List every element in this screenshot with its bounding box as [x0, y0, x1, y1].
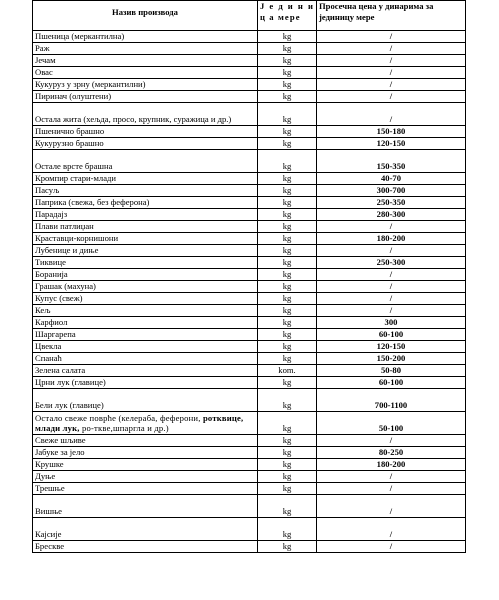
price-cell: /	[317, 471, 466, 483]
price-cell: /	[317, 435, 466, 447]
unit-cell: kg	[258, 103, 317, 126]
table-row	[33, 245, 466, 257]
header-product-name: Назив производа	[33, 1, 258, 31]
table-row	[33, 305, 466, 317]
unit-cell: kg	[258, 389, 317, 412]
product-name: Дуње	[33, 471, 258, 483]
table-row	[33, 293, 466, 305]
product-name: Краставци-корнишони	[33, 233, 258, 245]
product-name: Трешње	[33, 483, 258, 495]
product-name	[33, 412, 258, 435]
table-row	[33, 233, 466, 245]
price-cell: 150-180	[317, 126, 466, 138]
product-name: Парадајз	[33, 209, 258, 221]
unit-cell: kg	[258, 91, 317, 103]
product-name: Кукурузно брашно	[33, 138, 258, 150]
table-row	[33, 103, 466, 126]
unit-cell: kg	[258, 435, 317, 447]
unit-cell: kg	[258, 495, 317, 518]
unit-cell: kg	[258, 305, 317, 317]
table-row	[33, 317, 466, 329]
product-name: Паприка (свежа, без феферона)	[33, 197, 258, 209]
unit-cell: kg	[258, 126, 317, 138]
table-row	[33, 541, 466, 553]
product-name: Кромпир стари-млади	[33, 173, 258, 185]
unit-cell: kg	[258, 269, 317, 281]
table-row	[33, 435, 466, 447]
price-cell: /	[317, 55, 466, 67]
product-name: Кељ	[33, 305, 258, 317]
price-cell: 120-150	[317, 341, 466, 353]
table-row	[33, 447, 466, 459]
product-name: Свеже шљиве	[33, 435, 258, 447]
table-row	[33, 31, 466, 43]
price-cell: /	[317, 67, 466, 79]
unit-cell: kg	[258, 245, 317, 257]
unit-cell: kg	[258, 55, 317, 67]
product-name: Грашак (махуна)	[33, 281, 258, 293]
unit-cell: kg	[258, 150, 317, 173]
table-row	[33, 495, 466, 518]
product-name-part: Остало свеже поврће (келераба, феферони,	[35, 412, 201, 423]
price-table	[32, 0, 466, 553]
product-name: Шаргарепа	[33, 329, 258, 341]
price-cell: 300-700	[317, 185, 466, 197]
unit-cell: kg	[258, 281, 317, 293]
price-cell: 280-300	[317, 209, 466, 221]
table-row	[33, 389, 466, 412]
price-cell: /	[317, 293, 466, 305]
price-cell: 300	[317, 317, 466, 329]
unit-cell: kg	[258, 518, 317, 541]
table-row	[33, 341, 466, 353]
unit-cell: kg	[258, 197, 317, 209]
table-row	[33, 91, 466, 103]
unit-cell: kg	[258, 233, 317, 245]
table-row	[33, 67, 466, 79]
price-cell: /	[317, 483, 466, 495]
product-name: Купус (свеж)	[33, 293, 258, 305]
table-row	[33, 79, 466, 91]
product-name: Вишње	[33, 495, 258, 518]
product-name: Плави патлиџан	[33, 221, 258, 233]
product-name: Цвекла	[33, 341, 258, 353]
price-cell: /	[317, 91, 466, 103]
product-name: Остала жита (хељда, просо, крупник, суражица и др.)	[33, 103, 258, 126]
unit-cell: kg	[258, 293, 317, 305]
table-row	[33, 377, 466, 389]
price-cell: 80-250	[317, 447, 466, 459]
unit-cell: kg	[258, 67, 317, 79]
header-average-price: Просечна цена у динарима за јединицу мере	[317, 1, 466, 31]
header-unit: Ј е д и н и ц а мере	[258, 1, 317, 31]
price-cell: /	[317, 281, 466, 293]
table-row	[33, 459, 466, 471]
table-row	[33, 353, 466, 365]
table-row	[33, 173, 466, 185]
table-row	[33, 197, 466, 209]
product-name: Јабуке за јело	[33, 447, 258, 459]
price-cell: /	[317, 269, 466, 281]
price-cell: 150-350	[317, 150, 466, 173]
price-cell: /	[317, 79, 466, 91]
product-name: Крушке	[33, 459, 258, 471]
unit-cell: kg	[258, 31, 317, 43]
product-name: Раж	[33, 43, 258, 55]
product-name: Пасуљ	[33, 185, 258, 197]
product-name: Остале врсте брашна	[33, 150, 258, 173]
price-cell: /	[317, 305, 466, 317]
price-cell: /	[317, 495, 466, 518]
price-cell: 40-70	[317, 173, 466, 185]
table-row	[33, 138, 466, 150]
unit-cell: kg	[258, 459, 317, 471]
product-name: Црни лук (главице)	[33, 377, 258, 389]
product-name: Пиринач (олуштени)	[33, 91, 258, 103]
price-cell: 120-150	[317, 138, 466, 150]
price-cell: /	[317, 518, 466, 541]
table-row	[33, 185, 466, 197]
table-row	[33, 43, 466, 55]
unit-cell: kg	[258, 377, 317, 389]
product-name: Карфиол	[33, 317, 258, 329]
unit-cell: kg	[258, 317, 317, 329]
unit-cell: kg	[258, 471, 317, 483]
price-cell: 700-1100	[317, 389, 466, 412]
product-name: Пшеница (меркантилна)	[33, 31, 258, 43]
product-name: Лубенице и диње	[33, 245, 258, 257]
price-cell: /	[317, 31, 466, 43]
product-name-bold-part: ротквице, млади лук,	[35, 412, 244, 434]
table-row	[33, 471, 466, 483]
table-row	[33, 281, 466, 293]
price-cell: /	[317, 221, 466, 233]
price-cell: 60-100	[317, 329, 466, 341]
unit-cell: kg	[258, 353, 317, 365]
product-name: Боранија	[33, 269, 258, 281]
table-row	[33, 483, 466, 495]
table-row	[33, 209, 466, 221]
unit-cell: kg	[258, 221, 317, 233]
unit-cell: kg	[258, 483, 317, 495]
price-cell: 250-350	[317, 197, 466, 209]
unit-cell: kom.	[258, 365, 317, 377]
table-row	[33, 518, 466, 541]
product-name: Тиквице	[33, 257, 258, 269]
price-cell: 60-100	[317, 377, 466, 389]
product-name: Брескве	[33, 541, 258, 553]
product-name: Бели лук (главице)	[33, 389, 258, 412]
product-name: Кајсије	[33, 518, 258, 541]
unit-cell: kg	[258, 185, 317, 197]
unit-cell: kg	[258, 79, 317, 91]
product-name: Јечам	[33, 55, 258, 67]
product-name: Кукуруз у зрну (меркантилни)	[33, 79, 258, 91]
unit-cell: kg	[258, 447, 317, 459]
table-row	[33, 365, 466, 377]
unit-cell: kg	[258, 541, 317, 553]
price-cell: /	[317, 43, 466, 55]
price-cell: /	[317, 245, 466, 257]
unit-cell: kg	[258, 341, 317, 353]
table-row	[33, 126, 466, 138]
product-name: Спанаћ	[33, 353, 258, 365]
price-cell: 150-200	[317, 353, 466, 365]
unit-cell: kg	[258, 43, 317, 55]
unit-cell: kg	[258, 329, 317, 341]
product-name-part: ро-ткве,шпаргла и др.)	[79, 423, 169, 434]
unit-cell: kg	[258, 138, 317, 150]
price-cell: 250-300	[317, 257, 466, 269]
table-row	[33, 329, 466, 341]
table-row	[33, 150, 466, 173]
unit-cell: kg	[258, 209, 317, 221]
price-cell: 180-200	[317, 233, 466, 245]
table-row	[33, 257, 466, 269]
product-name: Овас	[33, 67, 258, 79]
price-cell: /	[317, 541, 466, 553]
table-row	[33, 412, 466, 435]
table-row	[33, 221, 466, 233]
table-row	[33, 269, 466, 281]
table-header-row	[33, 1, 466, 31]
unit-cell: kg	[258, 412, 317, 435]
product-name: Зелена салата	[33, 365, 258, 377]
table-row	[33, 55, 466, 67]
unit-cell: kg	[258, 173, 317, 185]
unit-cell: kg	[258, 257, 317, 269]
price-cell: /	[317, 103, 466, 126]
price-cell: 180-200	[317, 459, 466, 471]
product-name: Пшенично брашно	[33, 126, 258, 138]
price-cell: 50-100	[317, 412, 466, 435]
price-cell: 50-80	[317, 365, 466, 377]
